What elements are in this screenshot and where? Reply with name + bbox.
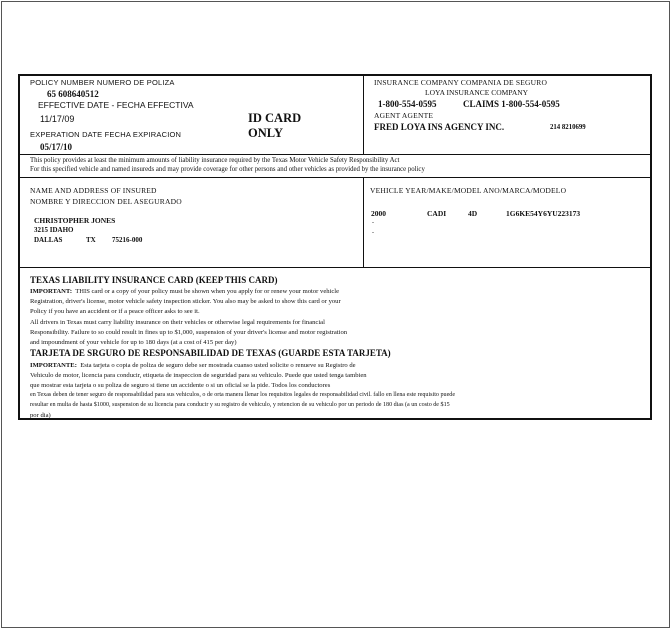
expiration-date-value: 05/17/10 <box>40 142 73 152</box>
english-line <box>30 287 339 297</box>
english-line: All drivers in Texas must carry liability insurance on their vehicles or otherwise legal requirements for financial <box>30 319 325 326</box>
insurer-phone: 1-800-554-0595 <box>378 99 437 109</box>
coverage-note-line1: This policy provides at least the minimum amounts of liability insurance required by the Texas Motor Vehicle Safety Responsibility Act <box>30 157 400 164</box>
insured-state: TX <box>86 236 96 244</box>
expiration-date-label: EXPERATION DATE FECHA EXPIRACION <box>30 130 182 139</box>
english-line: Policy if you have an accident or if a peace officer asks to see it. <box>30 308 200 315</box>
divider <box>20 154 650 155</box>
policy-number-label: POLICY NUMBER NUMERO DE POLIZA <box>30 78 175 87</box>
english-line: Registration, driver's license, motor vehicle safety inspection sticker. You also may be asked to show this card or your <box>30 298 341 305</box>
english-line: Responsibility. Failure to so could result in fines up to $1,000, suspension of your driver's license and motor registration <box>30 329 348 336</box>
vehicle-label: VEHICLE YEAR/MAKE/MODEL ANO/MARCA/MODELO <box>370 186 567 195</box>
english-heading: TEXAS LIABILITY INSURANCE CARD (KEEP THIS CARD) <box>30 275 278 285</box>
effective-date-value: 11/17/09 <box>40 114 75 124</box>
spanish-line: Vehiculo de motor, licencia para conducir, etiqueta de inspeccion de seguridad para su vehiculo. Puede que usted tenga tambien <box>30 372 367 379</box>
agent-phone: 214 8210699 <box>550 124 586 131</box>
coverage-note-line2: For this specified vehicle and named insureds and may provide coverage for other persons and other vehicles as provided by the insurance policy <box>30 166 425 173</box>
top-divider <box>363 76 364 154</box>
spanish-line: en Texas deben de tener seguro de responsabilidad para sus vehiculos, o de orta manera llenar los requisitos legales de responsabilidad civil. fallo en llena este requisito puede <box>30 392 456 398</box>
spanish-line-text: Esta tarjeta o copia de poliza de seguro debe ser mostrada cuanso usted solicite o renueve su Registro de <box>80 362 356 369</box>
insured-name: CHRISTOPHER JONES <box>34 216 116 225</box>
insurance-company-label: INSURANCE COMPANY COMPANIA DE SEGURO <box>374 78 548 87</box>
agent-name: FRED LOYA INS AGENCY INC. <box>374 122 505 132</box>
important-label: IMPORTANT: <box>30 288 73 295</box>
id-card-title: ID CARD <box>248 111 302 125</box>
spanish-heading: TARJETA DE SRGURO DE RESPONSABILIDAD DE TEXAS (GUARDE ESTA TARJETA) <box>30 348 391 358</box>
insured-label: NAME AND ADDRESS OF INSURED <box>30 186 157 195</box>
effective-date-label: EFFECTIVE DATE - FECHA EFFECTIVA <box>38 100 194 110</box>
policy-number-value: 65 608640512 <box>47 89 99 99</box>
spanish-line: resultar en multa de hasta $1000, suspension de su licencia para conducir y su registro de vehiculo, y retencion de su vehiculo por un periodo de 180 dias (a un costo de $15 <box>30 402 450 408</box>
vehicle-vin: 1G6KE54Y6YU223173 <box>506 209 581 218</box>
spanish-line <box>30 361 356 371</box>
vehicle-model: 4D <box>468 209 478 218</box>
divider <box>20 177 650 178</box>
insured-label-es: NOMBRE Y DIRECCION DEL ASEGURADO <box>30 197 182 206</box>
middle-divider <box>363 177 364 267</box>
insured-street: 3215 IDAHO <box>34 226 74 234</box>
insurance-card <box>18 74 652 420</box>
claims-phone: CLAIMS 1-800-554-0595 <box>463 99 560 109</box>
vehicle-extra-dot: . <box>372 216 374 225</box>
agent-label: AGENT AGENTE <box>374 111 434 120</box>
insured-zip: 75216-000 <box>112 236 143 244</box>
english-line: and impoundment of your vehicle for up to 180 days (at a cost of 415 per day) <box>30 339 237 346</box>
divider <box>20 267 650 268</box>
insurance-company-name: LOYA INSURANCE COMPANY <box>425 88 529 97</box>
spanish-line: por dia) <box>30 412 51 419</box>
vehicle-extra-dot: . <box>372 226 374 235</box>
insured-city: DALLAS <box>34 236 63 244</box>
vehicle-make: CADI <box>427 209 447 218</box>
english-line-text: THIS card or a copy of your policy must be shown when you apply for or renew your motor vehicle <box>75 288 340 295</box>
spanish-line: que mostrar esta tarjeta o su poliza de seguro si tiene un accidente o si un oficial se la pide. Todos los conductores <box>30 382 331 389</box>
importante-label: IMPORTANTE: <box>30 362 77 369</box>
vehicle-year: 2000 <box>371 209 386 218</box>
id-card-only: ONLY <box>248 126 283 140</box>
